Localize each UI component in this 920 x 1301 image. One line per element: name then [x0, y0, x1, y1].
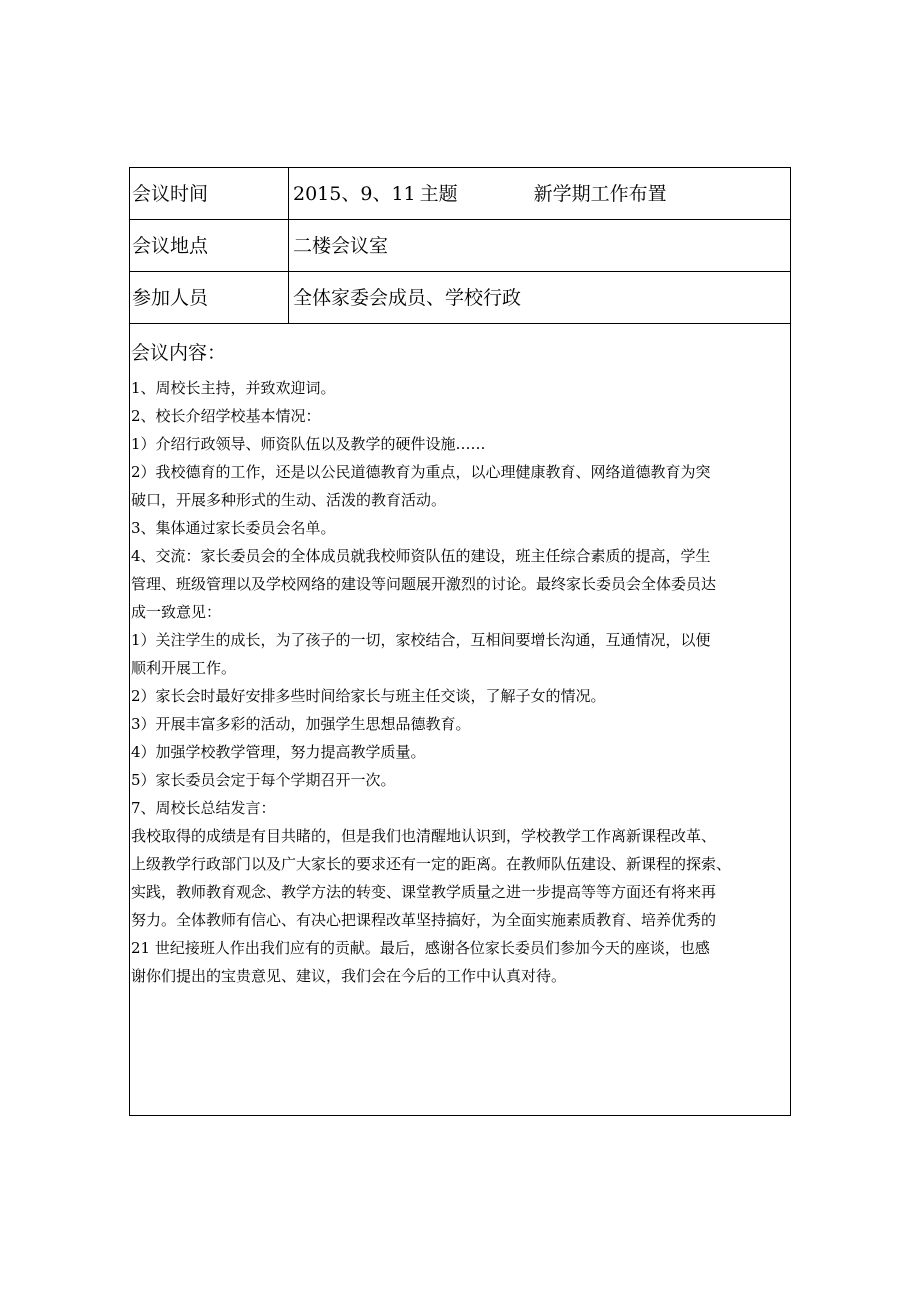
content-line: 2）家长会时最好安排多些时间给家长与班主任交谈，了解子女的情况。 [131, 687, 606, 705]
content-line: 5）家长委员会定于每个学期召开一次。 [131, 771, 396, 789]
content-line: 3）开展丰富多彩的活动，加强学生思想品德教育。 [131, 715, 471, 733]
content-line: 4、交流：家长委员会的全体成员就我校师资队伍的建设，班主任综合素质的提高，学生 [131, 547, 711, 565]
time-value: 2015、9、11 [293, 183, 416, 205]
content-line: 顺利开展工作。 [131, 659, 237, 677]
content-line: 1、周校长主持，并致欢迎词。 [131, 379, 336, 397]
place-label: 会议地点 [130, 220, 289, 271]
attendees-value: 全体家委会成员、学校行政 [293, 287, 522, 309]
attendees-label: 参加人员 [130, 272, 289, 323]
attendees-row [130, 272, 790, 324]
content-line: 破口，开展多种形式的生动、活泼的教育活动。 [131, 491, 447, 509]
content-line: 管理、班级管理以及学校网络的建设等问题展开激烈的讨论。最终家长委员会全体委员达 [131, 575, 717, 593]
content-line: 努力。全体教师有信心、有决心把课程改革坚持搞好，为全面实施素质教育、培养优秀的 [131, 911, 717, 929]
content-line: 实践，教师教育观念、教学方法的转变、课堂教学质量之进一步提高等等方面还有将来再 [131, 883, 717, 901]
meeting-record-table [129, 167, 791, 1116]
content-line: 上级教学行政部门以及广大家长的要求还有一定的距离。在教师队伍建设、新课程的探索、 [131, 855, 732, 873]
content-line: 21 世纪接班人作出我们应有的贡献。最后，感谢各位家长委员们参加今天的座谈，也感 [131, 939, 710, 957]
content-line: 4）加强学校教学管理，努力提高教学质量。 [131, 743, 426, 761]
place-row [130, 220, 790, 272]
place-value: 二楼会议室 [293, 235, 389, 257]
content-line: 7、周校长总结发言： [131, 799, 276, 817]
content-line: 谢你们提出的宝贵意见、建议，我们会在今后的工作中认真对待。 [131, 967, 567, 985]
meeting-content [130, 324, 790, 1115]
content-line: 2）我校德育的工作，还是以公民道德教育为重点，以心理健康教育、网络道德教育为突 [131, 463, 711, 481]
content-line: 2、校长介绍学校基本情况： [131, 407, 321, 425]
content-lines [131, 374, 790, 990]
content-line: 1）介绍行政领导、师资队伍以及教学的硬件设施…… [131, 435, 486, 453]
time-row [130, 168, 790, 220]
content-line: 3、集体通过家长委员会名单。 [131, 519, 336, 537]
topic-label: 主题 [419, 183, 458, 205]
time-value-cell [289, 168, 790, 219]
topic-value: 新学期工作布置 [533, 183, 667, 205]
time-label: 会议时间 [130, 168, 289, 219]
content-line: 成一致意见： [131, 603, 222, 621]
content-line: 1）关注学生的成长，为了孩子的一切，家校结合，互相间要增长沟通，互通情况，以便 [131, 631, 711, 649]
content-heading: 会议内容： [131, 342, 227, 364]
content-line: 我校取得的成绩是有目共睹的，但是我们也清醒地认识到，学校教学工作离新课程改革、 [131, 827, 717, 845]
